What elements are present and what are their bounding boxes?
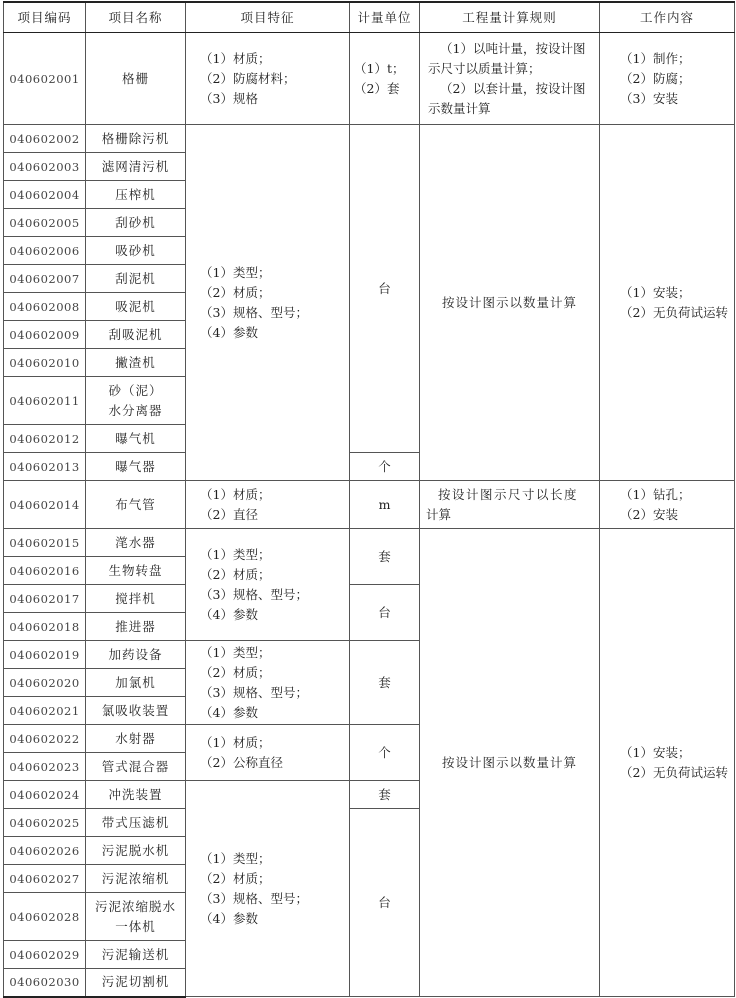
item-code: 040602010 — [4, 349, 86, 377]
item-features — [186, 641, 350, 725]
feature-line: （1）材质； — [200, 734, 271, 750]
name-line: 水分离器 — [108, 402, 163, 418]
work-line: （1）钻孔； — [620, 486, 691, 502]
item-code: 040602009 — [4, 321, 86, 349]
header-features: 项目特征 — [186, 2, 350, 33]
item-code: 040602030 — [4, 969, 86, 997]
item-code: 040602002 — [4, 125, 86, 153]
item-name: 刮吸泥机 — [86, 321, 186, 349]
item-name: 吸砂机 — [86, 237, 186, 265]
feature-line: （2）材质； — [200, 664, 271, 680]
feature-line: （1）类型； — [200, 850, 271, 866]
item-name: 冲洗装置 — [86, 781, 186, 809]
header-code: 项目编码 — [4, 2, 86, 33]
feature-line: （2）材质； — [200, 870, 271, 886]
item-work — [600, 125, 735, 481]
feature-line: （1）类型； — [200, 644, 271, 660]
item-unit: m — [350, 481, 420, 529]
item-name: 加氯机 — [86, 669, 186, 697]
feature-line: （3）规格、型号； — [200, 586, 308, 602]
work-line: （2）安装 — [620, 506, 678, 522]
item-code: 040602016 — [4, 557, 86, 585]
unit-line: （2）套 — [354, 80, 400, 96]
item-code: 040602018 — [4, 613, 86, 641]
item-features — [186, 125, 350, 481]
item-name — [86, 377, 186, 425]
rule-line: 示数量计算 — [428, 100, 491, 116]
item-code: 040602012 — [4, 425, 86, 453]
item-name: 格栅 — [86, 33, 186, 125]
item-rule — [420, 33, 600, 125]
name-line: 污泥浓缩脱水 — [94, 898, 176, 914]
feature-line: （2）材质； — [200, 566, 271, 582]
table-row — [4, 529, 735, 557]
item-name: 刮泥机 — [86, 265, 186, 293]
item-unit: 台 — [350, 585, 420, 641]
feature-line: （2）防腐材料； — [200, 70, 296, 86]
item-name: 曝气器 — [86, 453, 186, 481]
item-name: 布气管 — [86, 481, 186, 529]
feature-line: （1）类型； — [200, 264, 271, 280]
item-code: 040602028 — [4, 893, 86, 941]
feature-line: （1）材质； — [200, 486, 271, 502]
name-line: 一体机 — [115, 918, 156, 934]
feature-line: （1）类型； — [200, 546, 271, 562]
item-name: 搅拌机 — [86, 585, 186, 613]
work-line: （3）安装 — [620, 90, 678, 106]
item-name: 滗水器 — [86, 529, 186, 557]
feature-line: （4）参数 — [200, 704, 258, 720]
item-name — [86, 893, 186, 941]
item-unit: 套 — [350, 641, 420, 725]
work-line: （1）安装； — [620, 284, 691, 300]
header-rule: 工程量计算规则 — [420, 2, 600, 33]
item-code: 040602027 — [4, 865, 86, 893]
item-name: 压榨机 — [86, 181, 186, 209]
item-code: 040602024 — [4, 781, 86, 809]
item-code: 040602020 — [4, 669, 86, 697]
bill-of-quantities-table — [3, 1, 735, 998]
item-code: 040602005 — [4, 209, 86, 237]
item-work — [600, 529, 735, 997]
item-code: 040602029 — [4, 941, 86, 969]
table-row — [4, 33, 735, 125]
table-row — [4, 125, 735, 153]
item-code: 040602011 — [4, 377, 86, 425]
item-name: 水射器 — [86, 725, 186, 753]
item-code: 040602021 — [4, 697, 86, 725]
header-unit: 计量单位 — [350, 2, 420, 33]
item-unit — [350, 33, 420, 125]
rule-line: （2）以套计量，按设计图 — [440, 80, 586, 96]
item-features — [186, 781, 350, 997]
feature-line: （3）规格、型号； — [200, 684, 308, 700]
work-line: （2）无负荷试运转 — [620, 764, 728, 780]
feature-line: （4）参数 — [200, 324, 258, 340]
item-name: 污泥输送机 — [86, 941, 186, 969]
feature-line: （3）规格、型号； — [200, 304, 308, 320]
item-code: 040602007 — [4, 265, 86, 293]
feature-line: （2）公称直径 — [200, 754, 283, 770]
item-code: 040602019 — [4, 641, 86, 669]
item-code: 040602023 — [4, 753, 86, 781]
item-work — [600, 33, 735, 125]
work-line: （1）制作； — [620, 50, 691, 66]
item-code: 040602004 — [4, 181, 86, 209]
rule-line: 按设计图示尺寸以长度 — [438, 486, 579, 502]
item-unit: 套 — [350, 781, 420, 809]
item-name: 污泥切割机 — [86, 969, 186, 997]
item-code: 040602006 — [4, 237, 86, 265]
item-name: 加药设备 — [86, 641, 186, 669]
feature-line: （3）规格 — [200, 90, 258, 106]
item-code: 040602013 — [4, 453, 86, 481]
work-line: （2）防腐； — [620, 70, 691, 86]
rule-line: （1）以吨计量，按设计图 — [440, 40, 586, 56]
item-code: 040602026 — [4, 837, 86, 865]
item-code: 040602003 — [4, 153, 86, 181]
item-unit: 台 — [350, 809, 420, 997]
item-features — [186, 481, 350, 529]
feature-line: （4）参数 — [200, 910, 258, 926]
item-rule — [420, 481, 600, 529]
item-features — [186, 725, 350, 781]
item-features — [186, 529, 350, 641]
header-name: 项目名称 — [86, 2, 186, 33]
item-name: 管式混合器 — [86, 753, 186, 781]
item-rule: 按设计图示以数量计算 — [420, 529, 600, 997]
item-code: 040602014 — [4, 481, 86, 529]
item-code: 040602025 — [4, 809, 86, 837]
item-name: 氯吸收装置 — [86, 697, 186, 725]
feature-line: （4）参数 — [200, 606, 258, 622]
item-name: 带式压滤机 — [86, 809, 186, 837]
name-line: 砂（泥） — [108, 382, 163, 398]
item-name: 生物转盘 — [86, 557, 186, 585]
item-unit: 套 — [350, 529, 420, 585]
item-name: 滤网清污机 — [86, 153, 186, 181]
item-name: 撇渣机 — [86, 349, 186, 377]
item-unit: 个 — [350, 725, 420, 781]
feature-line: （3）规格、型号； — [200, 890, 308, 906]
item-name: 污泥脱水机 — [86, 837, 186, 865]
feature-line: （2）材质； — [200, 284, 271, 300]
item-code: 040602022 — [4, 725, 86, 753]
item-name: 曝气机 — [86, 425, 186, 453]
table-row — [4, 481, 735, 529]
item-name: 推进器 — [86, 613, 186, 641]
feature-line: （1）材质； — [200, 50, 271, 66]
header-row — [4, 2, 735, 33]
header-work: 工作内容 — [600, 2, 735, 33]
rule-line: 计算 — [426, 506, 452, 522]
feature-line: （2）直径 — [200, 506, 258, 522]
unit-line: （1）t； — [354, 60, 405, 76]
item-name: 格栅除污机 — [86, 125, 186, 153]
item-unit: 个 — [350, 453, 420, 481]
item-name: 污泥浓缩机 — [86, 865, 186, 893]
item-name: 刮砂机 — [86, 209, 186, 237]
item-features — [186, 33, 350, 125]
item-name: 吸泥机 — [86, 293, 186, 321]
item-rule: 按设计图示以数量计算 — [420, 125, 600, 481]
item-work — [600, 481, 735, 529]
item-unit: 台 — [350, 125, 420, 453]
work-line: （2）无负荷试运转 — [620, 304, 728, 320]
item-code: 040602001 — [4, 33, 86, 125]
item-code: 040602008 — [4, 293, 86, 321]
item-code: 040602015 — [4, 529, 86, 557]
work-line: （1）安装； — [620, 744, 691, 760]
item-code: 040602017 — [4, 585, 86, 613]
rule-line: 示尺寸以质量计算； — [428, 60, 541, 76]
